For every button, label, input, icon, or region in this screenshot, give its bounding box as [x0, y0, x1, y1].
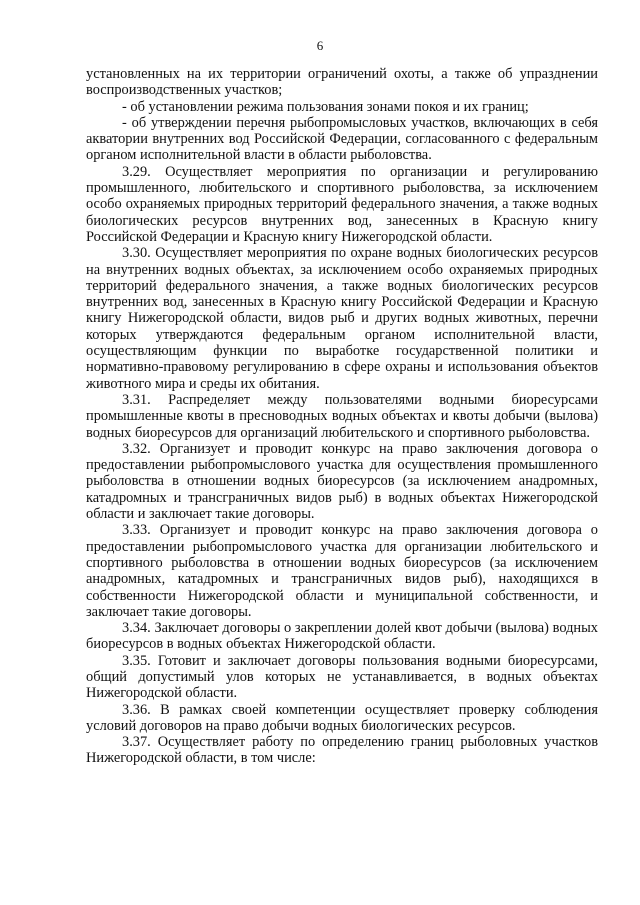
paragraph-3-30: 3.30. Осуществляет мероприятия по охране водных биологических ресурсов на внутренних водных объектах, за исключением особо охраняемых природных территорий федерального значения, а также водных биологических ресурсов внутренних вод, занесенных в Красную книгу Российской Федерации и Красную книгу Нижегородской области, видов рыб и других водных животных, перечни которых утверждаются федеральным органом исполнительной власти, осуществляющим функции по выработке государственной политики и нормативно-правовому регулированию в сфере охраны и использования объектов животного мира и среды их обитания.: [86, 245, 598, 392]
paragraph-3-37: 3.37. Осуществляет работу по определению границ рыболовных участков Нижегородской области, в том числе:: [86, 734, 598, 767]
paragraph-list-item-fishing-sites: - об утверждении перечня рыбопромысловых участков, включающих в себя акватории внутренних вод Российской Федерации, согласованного с федеральным органом исполнительной власти в области рыболовства.: [86, 114, 598, 164]
paragraph-3-36: 3.36. В рамках своей компетенции осуществляет проверку соблюдения условий договоров на право добычи водных биологических ресурсов.: [86, 701, 598, 734]
paragraph-3-32: 3.32. Организует и проводит конкурс на право заключения договора о предоставлении рыбопромыслового участка для осуществления промышленного рыболовства в отношении водных биоресурсов (за исключением анадромных, катадромных и трансграничных видов рыб) в водных объектах Нижегородской области и заключает такие договоры.: [86, 440, 598, 523]
paragraph-list-item-rest-zones: - об установлении режима пользования зонами покоя и их границ;: [122, 98, 529, 115]
paragraph-3-29: 3.29. Осуществляет мероприятия по организации и регулированию промышленного, любительского и спортивного рыболовства, за исключением особо охраняемых природных территорий федерального значения, а также водных биологических ресурсов внутренних вод, занесенных в Красную книгу Российской Федерации и Красную книгу Нижегородской области.: [86, 163, 598, 245]
paragraph-3-34: 3.34. Заключает договоры о закреплении долей квот добычи (вылова) водных биоресурсов в водных объектах Нижегородской области.: [86, 620, 598, 653]
document-body: [86, 66, 598, 767]
paragraph-3-31: 3.31. Распределяет между пользователями водными биоресурсами промышленные квоты в пресноводных водных объектах и квоты добычи (вылова) водных биоресурсов для организаций любительского и спортивного рыболовства.: [86, 391, 598, 441]
paragraph-3-33: 3.33. Организует и проводит конкурс на право заключения договора о предоставлении рыбопромыслового участка для организации любительского и спортивного рыболовства в отношении водных биоресурсов (за исключением анадромных, катадромных и трансграничных видов рыб), находящихся в собственности Нижегородской области и муниципальной собственности, и заключает такие договоры.: [86, 522, 598, 620]
paragraph-continuation: установленных на их территории ограничений охоты, а также об упразднении воспроизводственных участков;: [86, 66, 598, 99]
paragraph-3-35: 3.35. Готовит и заключает договоры пользования водными биоресурсами, общий допустимый улов которых не устанавливается, в водных объектах Нижегородской области.: [86, 652, 598, 702]
page-number: 6: [316, 38, 324, 53]
